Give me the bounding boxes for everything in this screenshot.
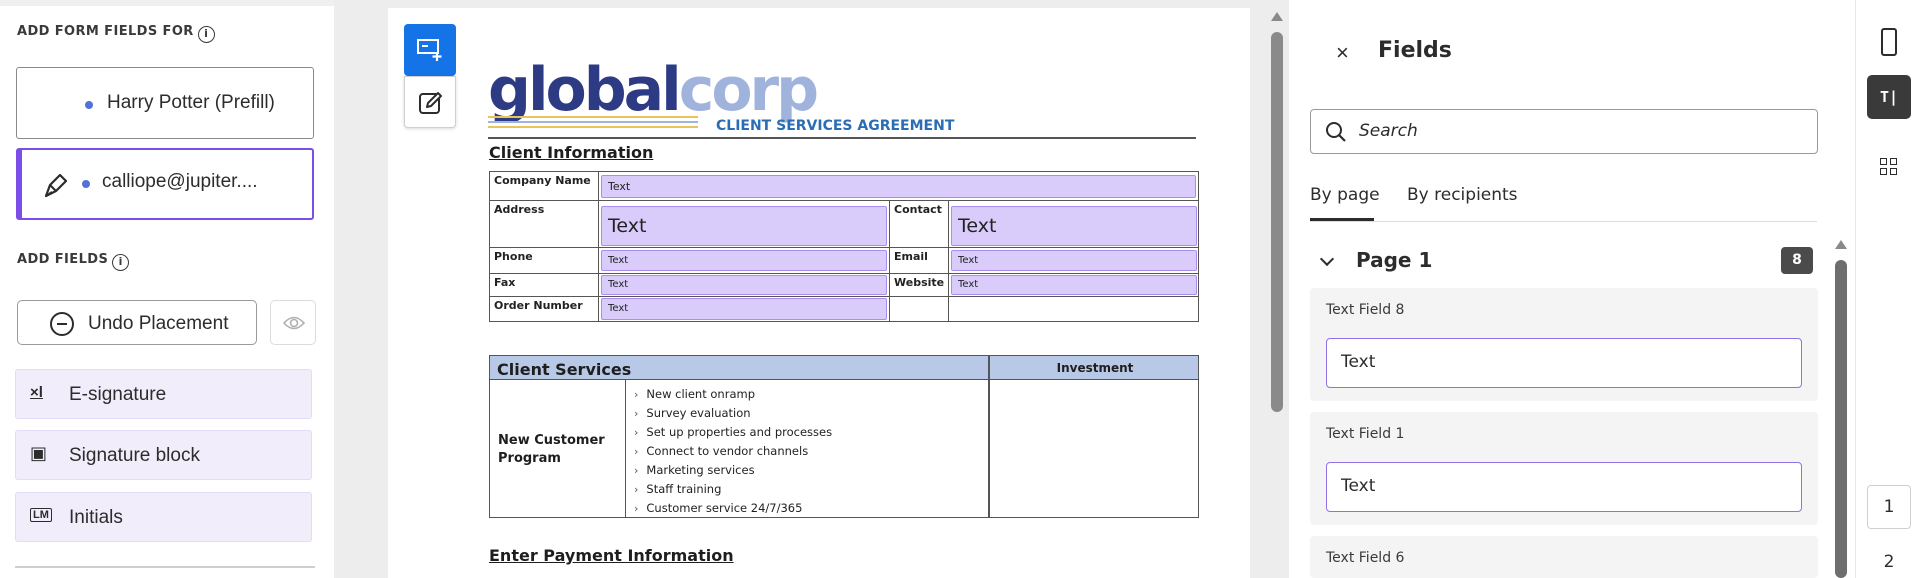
payment-information-heading: Enter Payment Information	[489, 546, 734, 565]
field-name: Text Field 8	[1326, 302, 1405, 318]
signature-block-label: Signature block	[69, 445, 200, 466]
agreement-title: CLIENT SERVICES AGREEMENT	[716, 118, 955, 134]
logo-stripes	[488, 113, 698, 131]
label-contact: Contact	[889, 200, 949, 248]
field-name: Text Field 6	[1326, 550, 1405, 566]
divider	[15, 566, 315, 568]
recipient-prefill-label: Harry Potter (Prefill)	[107, 92, 275, 113]
list-item: › Set up properties and processes	[634, 423, 832, 442]
field-item-initials[interactable]	[15, 492, 312, 542]
recipient-signer[interactable]	[16, 148, 314, 220]
undo-placement-label: Undo Placement	[88, 313, 229, 334]
label-order-number: Order Number	[489, 296, 599, 322]
search-input[interactable]	[1359, 119, 1799, 143]
header-rule	[488, 137, 1196, 139]
thumbnails-grid-icon[interactable]	[1880, 158, 1898, 176]
tab-by-page[interactable]: By page	[1310, 185, 1380, 205]
edit-tool-button[interactable]	[404, 76, 456, 128]
add-field-icon	[416, 38, 444, 62]
program-label: New Customer Program	[498, 433, 605, 466]
signature-block-icon: ▣	[30, 443, 48, 463]
list-item: › Survey evaluation	[634, 404, 832, 423]
scroll-up-arrow-icon[interactable]	[1271, 12, 1283, 21]
text-field-tool-icon[interactable]: T|	[1867, 75, 1911, 119]
form-field-contact[interactable]: Text	[951, 206, 1197, 246]
page-2-button[interactable]: 2	[1883, 552, 1895, 572]
undo-placement-button[interactable]	[17, 300, 257, 345]
visibility-toggle-button[interactable]	[270, 300, 316, 345]
add-fields-label: ADD FIELDS	[17, 252, 109, 267]
form-field-phone[interactable]: Text	[601, 250, 887, 271]
form-field-order-number[interactable]: Text	[601, 298, 887, 320]
tab-divider	[1310, 221, 1817, 222]
scroll-up-arrow-icon[interactable]	[1835, 240, 1847, 249]
fields-panel-title: Fields	[1378, 38, 1452, 63]
field-card[interactable]	[1310, 536, 1818, 578]
services-list	[634, 385, 832, 518]
cell	[889, 296, 949, 322]
tab-by-recipients[interactable]: By recipients	[1407, 185, 1518, 205]
label-phone: Phone	[489, 247, 599, 274]
field-item-esignature[interactable]	[15, 369, 312, 419]
field-item-signature-block[interactable]	[15, 430, 312, 480]
info-icon[interactable]: i	[198, 26, 215, 43]
fields-scrollbar[interactable]	[1834, 238, 1848, 578]
label-fax: Fax	[489, 273, 599, 297]
client-services-title: Client Services	[497, 360, 632, 379]
globalcorp-logo: globalcorp	[488, 55, 817, 125]
form-field-address[interactable]: Text	[601, 206, 887, 246]
form-field-fax[interactable]: Text	[601, 275, 887, 295]
minus-circle-icon	[50, 312, 74, 336]
investment-title: Investment	[1056, 361, 1134, 375]
list-item: › New client onramp	[634, 385, 832, 404]
page-1-button[interactable]: 1	[1867, 485, 1911, 529]
cell	[948, 296, 1199, 322]
program-cell	[489, 379, 626, 518]
recipient-dot-icon	[82, 180, 90, 188]
field-card[interactable]	[1310, 412, 1818, 525]
form-field-website[interactable]: Text	[951, 275, 1197, 295]
field-name: Text Field 1	[1326, 426, 1405, 442]
panel-top-strip	[0, 0, 334, 6]
list-item: › Staff training	[634, 480, 832, 499]
services-cell	[625, 379, 989, 518]
form-field-company-name[interactable]: Text	[601, 175, 1196, 198]
recipient-dot-icon	[85, 101, 93, 109]
edit-pencil-icon	[418, 90, 444, 116]
search-box[interactable]	[1310, 109, 1818, 154]
field-card[interactable]	[1310, 288, 1818, 401]
client-information-heading: Client Information	[489, 143, 654, 162]
info-icon[interactable]: i	[112, 254, 129, 271]
scroll-thumb[interactable]	[1835, 260, 1847, 578]
recipient-prefill[interactable]	[16, 67, 314, 139]
close-icon[interactable]: ×	[1336, 40, 1349, 65]
add-fields-heading	[17, 252, 129, 271]
eye-icon	[283, 314, 305, 332]
label-company-name: Company Name	[489, 171, 599, 201]
search-icon	[1325, 121, 1347, 143]
add-form-fields-heading	[17, 24, 215, 43]
list-item: › Customer service 24/7/365	[634, 499, 832, 518]
pen-sign-icon	[42, 170, 72, 200]
esignature-icon: ×l	[30, 384, 43, 401]
scroll-thumb[interactable]	[1271, 32, 1283, 412]
investment-cell	[989, 379, 1199, 518]
field-value-input[interactable]: Text	[1326, 462, 1802, 512]
investment-header	[989, 355, 1199, 380]
initials-icon: LM	[30, 508, 52, 522]
recipient-signer-label: calliope@jupiter....	[102, 171, 258, 192]
label-website: Website	[889, 273, 949, 297]
page-group-title[interactable]: Page 1	[1356, 248, 1433, 272]
field-count-badge: 8	[1781, 247, 1813, 274]
esignature-label: E-signature	[69, 384, 167, 405]
field-value-input[interactable]: Text	[1326, 338, 1802, 388]
form-field-email[interactable]: Text	[951, 250, 1197, 271]
add-form-fields-label: ADD FORM FIELDS FOR	[17, 24, 194, 39]
document-scrollbar[interactable]	[1270, 10, 1284, 578]
initials-label: Initials	[69, 507, 123, 528]
list-item: › Connect to vendor channels	[634, 442, 832, 461]
left-panel	[0, 0, 334, 578]
mobile-preview-icon[interactable]	[1881, 28, 1897, 56]
add-field-tool-button[interactable]	[404, 24, 456, 76]
label-email: Email	[889, 247, 949, 274]
client-services-header	[489, 355, 989, 380]
label-address: Address	[489, 200, 599, 248]
list-item: › Marketing services	[634, 461, 832, 480]
